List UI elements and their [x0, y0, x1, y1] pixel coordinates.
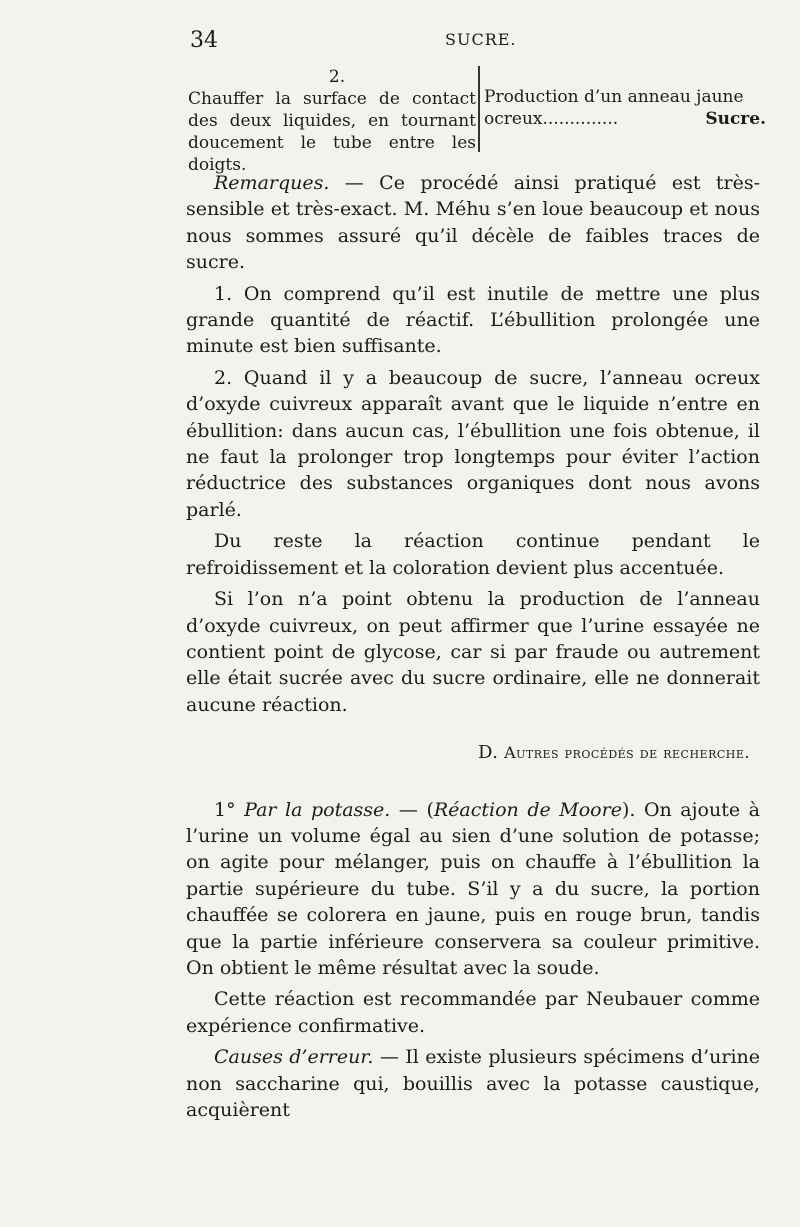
causes-paragraph: [186, 1044, 760, 1123]
causes-label: Causes d’erreur.: [214, 1046, 374, 1069]
potasse-dash: — (: [390, 798, 434, 821]
remarques-label: Remarques.: [214, 172, 330, 194]
column-divider: [478, 66, 480, 152]
remarques-paragraph: [186, 170, 760, 276]
page-body: [186, 170, 760, 1128]
table-right-column: [484, 86, 766, 130]
section-letter: D.: [477, 742, 499, 764]
result-conclusion: Sucre.: [705, 109, 766, 129]
negative-result-paragraph: Si l’on n’a point obtenu la production de l’anneau d’oxyde cuivreux, on peut affirmer que l’urine essayée ne contient point de glycose, car si par fraude ou autrement elle était sucrée avec du sucre ordinaire, elle ne donnerait aucune réaction.: [186, 588, 760, 716]
moore-reaction-label: Réaction de Moore: [433, 798, 622, 821]
running-head: SUCRE.: [445, 30, 517, 49]
potasse-paragraph: [186, 797, 760, 982]
remark-1-paragraph: 1. On comprend qu’il est inutile de mettre une plus grande quantité de réactif. L’ébullition prolongée une minute est bien suffisante.: [186, 282, 760, 358]
cooling-paragraph: Du reste la réaction continue pendant le refroidissement et la coloration devient plus accentuée.: [186, 530, 760, 579]
section-heading: [186, 740, 750, 766]
causes-text: — Il existe plusieurs spécimens d’urine non saccharine qui, bouillis avec la potasse caustique, acquièrent: [186, 1046, 761, 1121]
procedure-table: [188, 66, 768, 175]
potasse-text: ). On ajoute à l’urine un volume égal au sien d’une solution de potasse; on agite pour mélanger, puis on chauffe à l’ébullition la partie supérieure du tube. S’il y a du sucre, la portion chauffée se colorera en jaune, puis en rouge brun, tandis que la partie inférieure conservera sa couleur primitive. On obtient le même résultat avec la soude.: [186, 798, 760, 979]
remark-2-paragraph: 2. Quand il y a beaucoup de sucre, l’anneau ocreux d’oxyde cuivreux apparaît avant que le liquide n’entre en ébullition: dans aucun cas, l’ébullition une fois obtenue, il ne faut la prolonger trop longtemps pour éviter l’action réductrice des substances organiques dont nous avons parlé.: [186, 366, 760, 521]
table-left-column: [188, 66, 476, 176]
result-text: ocreux..............: [484, 109, 619, 129]
remarques-text: — Ce procédé ainsi pratiqué est très-sensible et très-exact. M. Méhu s’en loue beaucoup et nous nous sommes assuré qu’il décèle de faibles traces de sucre.: [186, 172, 760, 274]
section-title: Autres procédés de recherche.: [504, 743, 750, 763]
potasse-label: Par la potasse.: [244, 798, 391, 821]
neubauer-paragraph: Cette réaction est recommandée par Neubauer comme expérience confirmative.: [186, 988, 760, 1037]
page-number: 34: [190, 28, 218, 53]
step-instruction: Chauffer la surface de contact des deux liquides, en tournant doucement le tube entre les doigts.: [188, 89, 476, 175]
result-line-1: Production d’un anneau jaune: [484, 87, 744, 107]
page-header: [190, 28, 760, 58]
result-line-2: [484, 108, 766, 130]
potasse-number: 1°: [214, 798, 245, 821]
step-number: 2.: [328, 67, 346, 87]
